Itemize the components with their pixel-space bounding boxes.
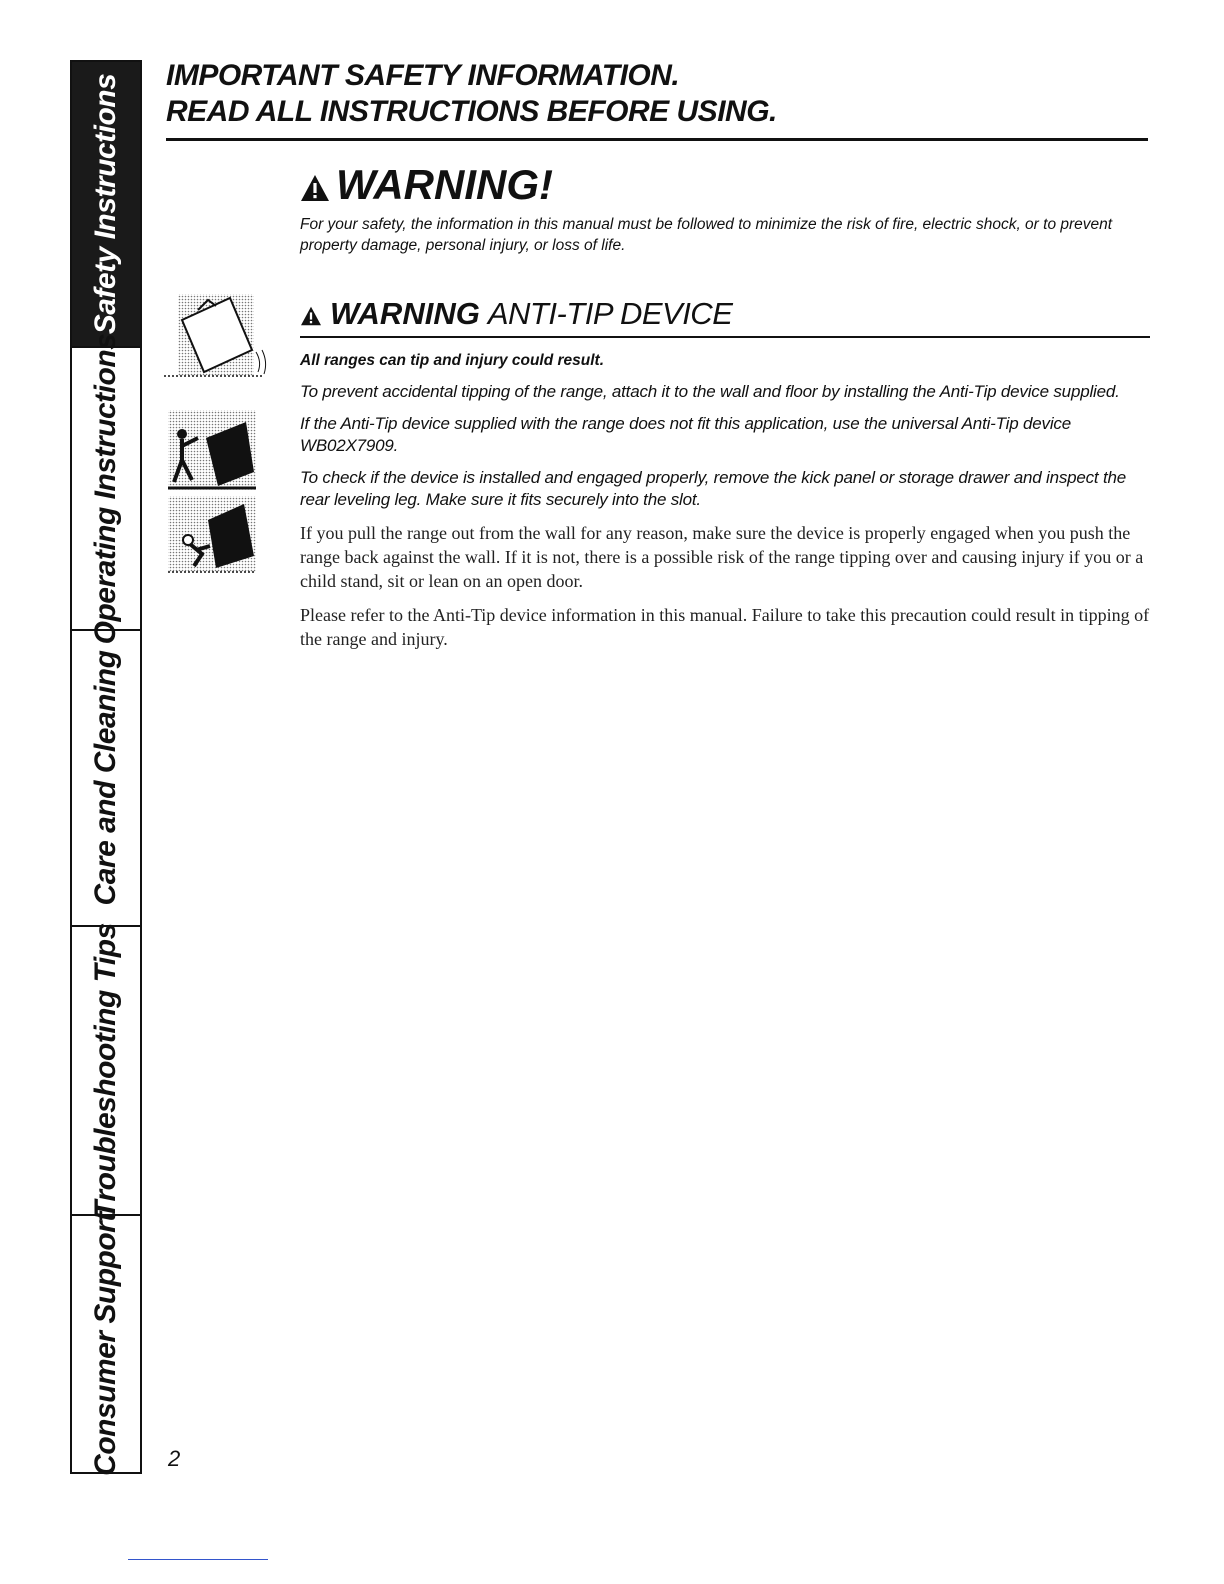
child-falling-illustration (166, 494, 258, 576)
anti-tip-paragraph-3: To check if the device is installed and engaged properly, remove the kick panel or storage drawer and inspect the rear leveling leg. Make sure it fits securely into the slot. (300, 468, 1127, 509)
anti-tip-title-bold: WARNING (330, 296, 480, 331)
anti-tip-lead: All ranges can tip and injury could result. (300, 352, 605, 369)
main-warning (300, 160, 1150, 256)
anti-tip-paragraph-2: If the Anti-Tip device supplied with the range does not fit this application, use the universal Anti-Tip device WB02X7909. (300, 414, 1071, 455)
tab-troubleshooting-tips[interactable] (72, 922, 140, 1219)
section-tab-bar (70, 60, 142, 1474)
page-number: 2 (168, 1446, 181, 1471)
warning-triangle-icon (300, 306, 322, 326)
page-header (166, 58, 1148, 141)
header-line-1: IMPORTANT SAFETY INFORMATION. (166, 59, 680, 92)
warning-title: WARNING! (336, 161, 553, 208)
tab-care-and-cleaning-label: Care and Cleaning (89, 650, 122, 906)
warning-text: For your safety, the information in this manual must be followed to minimize the risk of fire, electric shock, or to prevent property damage, personal injury, or loss of life. (300, 216, 1113, 254)
anti-tip-paragraph-5: Please refer to the Anti-Tip device information in this manual. Failure to take this precaution could result in tipping of the range and injury. (300, 605, 1150, 649)
tab-troubleshooting-tips-label: Troubleshooting Tips (89, 922, 122, 1219)
anti-tip-title: ANTI-TIP DEVICE (487, 296, 733, 331)
tab-care-and-cleaning[interactable] (72, 631, 140, 927)
footer-divider (128, 1559, 268, 1560)
tab-consumer-support[interactable] (72, 1212, 140, 1476)
child-on-door-illustration (166, 408, 258, 492)
tab-operating-instructions[interactable] (72, 333, 140, 644)
tab-safety-instructions-label: Safety Instructions (89, 73, 122, 335)
anti-tip-content (300, 350, 1150, 661)
anti-tip-paragraph-4: If you pull the range out from the wall for any reason, make sure the device is properly engaged when you push the range back against the wall. If it is not, there is a possible risk of the range tipping over and causing injury if you or a child stand, sit or lean on an open door. (300, 523, 1144, 591)
warning-triangle-icon (300, 174, 330, 202)
header-line-2: READ ALL INSTRUCTIONS BEFORE USING. (166, 95, 777, 128)
anti-tip-heading (300, 296, 1150, 338)
range-tipping-illustration (160, 280, 270, 382)
tab-operating-instructions-label: Operating Instructions (89, 333, 122, 644)
warning-heading (300, 160, 1150, 210)
anti-tip-paragraph-1: To prevent accidental tipping of the range, attach it to the wall and floor by installing the Anti-Tip device supplied. (300, 382, 1120, 401)
tab-safety-instructions[interactable] (72, 62, 140, 348)
tab-consumer-support-label: Consumer Support (89, 1212, 122, 1476)
